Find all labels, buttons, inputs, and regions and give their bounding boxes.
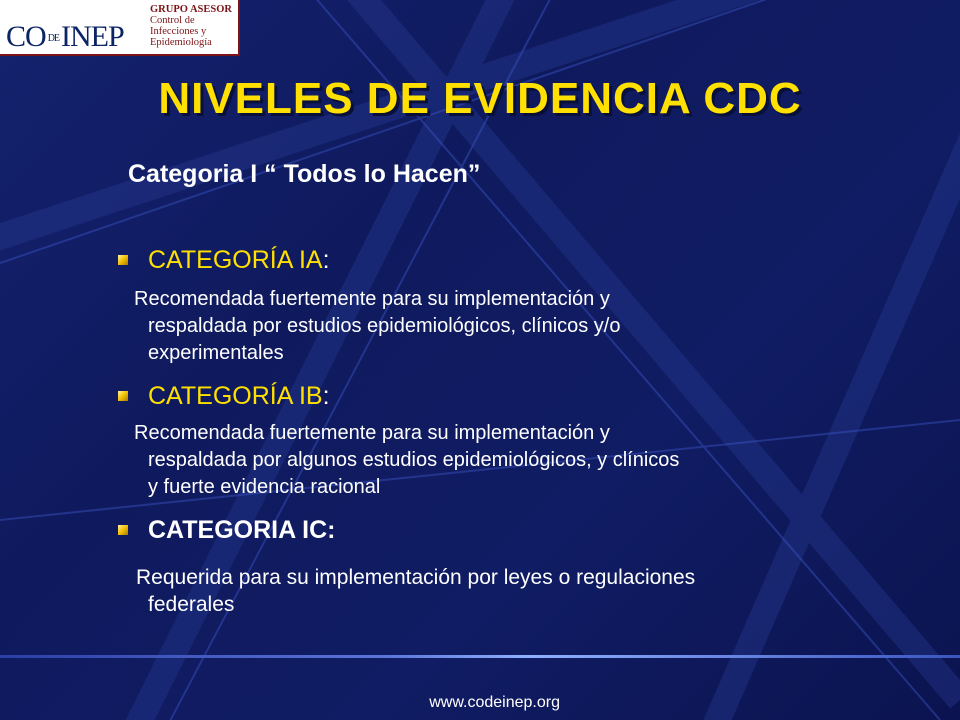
- category-ic-description: [136, 564, 876, 618]
- category-ib-title: CATEGORÍA IB: [148, 382, 323, 410]
- category-ia-label: [148, 246, 330, 275]
- category-ia-line-3: experimentales: [148, 342, 284, 364]
- logo-line-1: GRUPO ASESOR: [150, 4, 232, 15]
- category-ib-line-2: respaldada por algunos estudios epidemiológicos, y clínicos: [148, 449, 680, 471]
- slide-title: NIVELES DE EVIDENCIA CDC: [158, 74, 802, 123]
- category-ic-line-1: Requerida para su implementación por leyes o regulaciones: [136, 566, 696, 589]
- category-ic-colon: :: [327, 516, 336, 544]
- logo-line-3: Infecciones y: [150, 26, 207, 37]
- category-ia-title: CATEGORÍA IA: [148, 246, 323, 274]
- footer-divider: [0, 655, 960, 658]
- logo-inep: INEP: [61, 20, 124, 53]
- logo-subtitle: [150, 4, 238, 48]
- slide-subtitle: Categoria I “ Todos lo Hacen”: [128, 160, 481, 188]
- category-ib-line-3: y fuerte evidencia racional: [148, 476, 381, 498]
- bullet-icon: [118, 525, 128, 535]
- logo-de: DE: [47, 33, 60, 45]
- category-ib-line-1: Recomendada fuertemente para su implementación y: [134, 422, 610, 444]
- category-ia-line-2: respaldada por estudios epidemiológicos, clínicos y/o: [148, 315, 621, 337]
- codeinep-logo: [0, 0, 240, 56]
- logo-co: CO: [6, 20, 46, 53]
- category-ic-title: CATEGORIA IC: [148, 516, 328, 544]
- category-ib-label: [148, 382, 330, 411]
- footer-url: www.codeinep.org: [429, 694, 560, 711]
- category-ia-colon: :: [322, 246, 330, 274]
- logo-line-2: Control de: [150, 15, 195, 26]
- category-ia-line-1: Recomendada fuertemente para su implementación y: [134, 288, 610, 310]
- category-ia-description: [134, 286, 854, 367]
- category-ib-colon: :: [322, 382, 330, 410]
- category-ic-line-2: federales: [148, 593, 235, 616]
- logo-line-4: Epidemiología: [150, 37, 212, 48]
- bullet-icon: [118, 255, 128, 265]
- bullet-icon: [118, 391, 128, 401]
- logo-wordmark: [6, 22, 124, 52]
- category-ic-label: [148, 516, 336, 545]
- category-ib-description: [134, 420, 854, 501]
